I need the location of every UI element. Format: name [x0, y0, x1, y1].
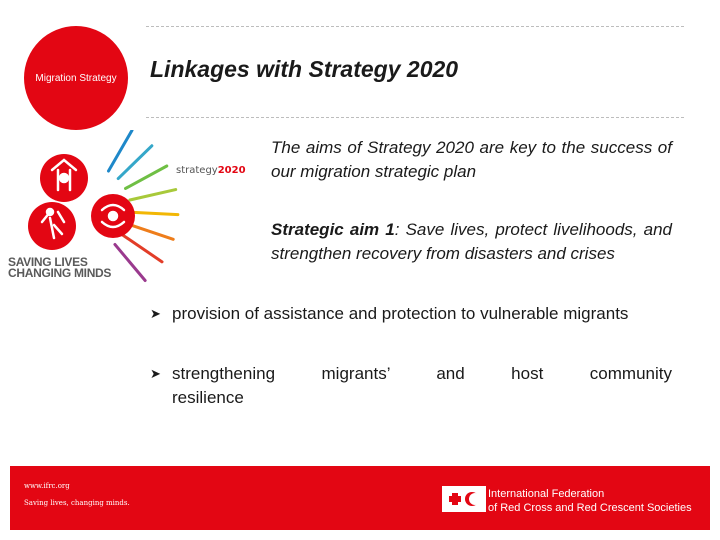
logo-slogan-line2: CHANGING MINDS [8, 266, 112, 280]
list-item-text: strengthening migrants’ and host community resilience [172, 364, 672, 407]
footer-website[interactable]: www.ifrc.org [24, 482, 70, 490]
list-item [150, 362, 672, 410]
ifrc-name-line2: of Red Cross and Red Crescent Societies [488, 502, 692, 514]
logo-ray [123, 235, 162, 261]
list-item-text: provision of assistance and protection to vulnerable migrants [172, 304, 629, 323]
ifrc-name-line1: International Federation [488, 488, 605, 500]
strategy-year: 2020 [217, 165, 246, 176]
section-badge [24, 26, 128, 130]
logo-ray [115, 244, 145, 280]
arrow-bullet-icon: ➤ [150, 306, 161, 321]
logo-slogan-line1: SAVING LIVES [8, 255, 88, 269]
strategic-aim-lead: Strategic aim 1 [271, 220, 395, 239]
strategy-2020-label [176, 165, 246, 176]
strategy-prefix: strategy [176, 165, 218, 176]
red-cross-crescent-icon [442, 486, 486, 512]
aims-paragraph: The aims of Strategy 2020 are key to the success of our migration strategic plan [271, 138, 672, 181]
strategic-aim-paragraph [271, 218, 672, 266]
logo-ray [129, 224, 174, 239]
list-item [150, 302, 672, 326]
title-divider [146, 117, 684, 118]
logo-ray [131, 212, 178, 214]
top-divider [146, 26, 684, 27]
logo-ray [126, 166, 167, 188]
logo-ray [118, 146, 152, 179]
footer-bar [10, 466, 710, 530]
ifrc-name [488, 487, 692, 515]
page-title: Linkages with Strategy 2020 [150, 56, 459, 82]
logo-ray [109, 130, 133, 171]
strategic-aim-text: : Save lives, protect livelihoods, and strengthen recovery from disasters and crises [271, 220, 672, 263]
logo-slogan [8, 257, 111, 279]
section-badge-label: Migration Strategy [35, 72, 117, 84]
logo-ray [130, 190, 176, 200]
strategy-2020-logo [0, 130, 260, 300]
footer-slogan: Saving lives, changing minds. [24, 499, 130, 507]
arrow-bullet-icon: ➤ [150, 366, 161, 381]
